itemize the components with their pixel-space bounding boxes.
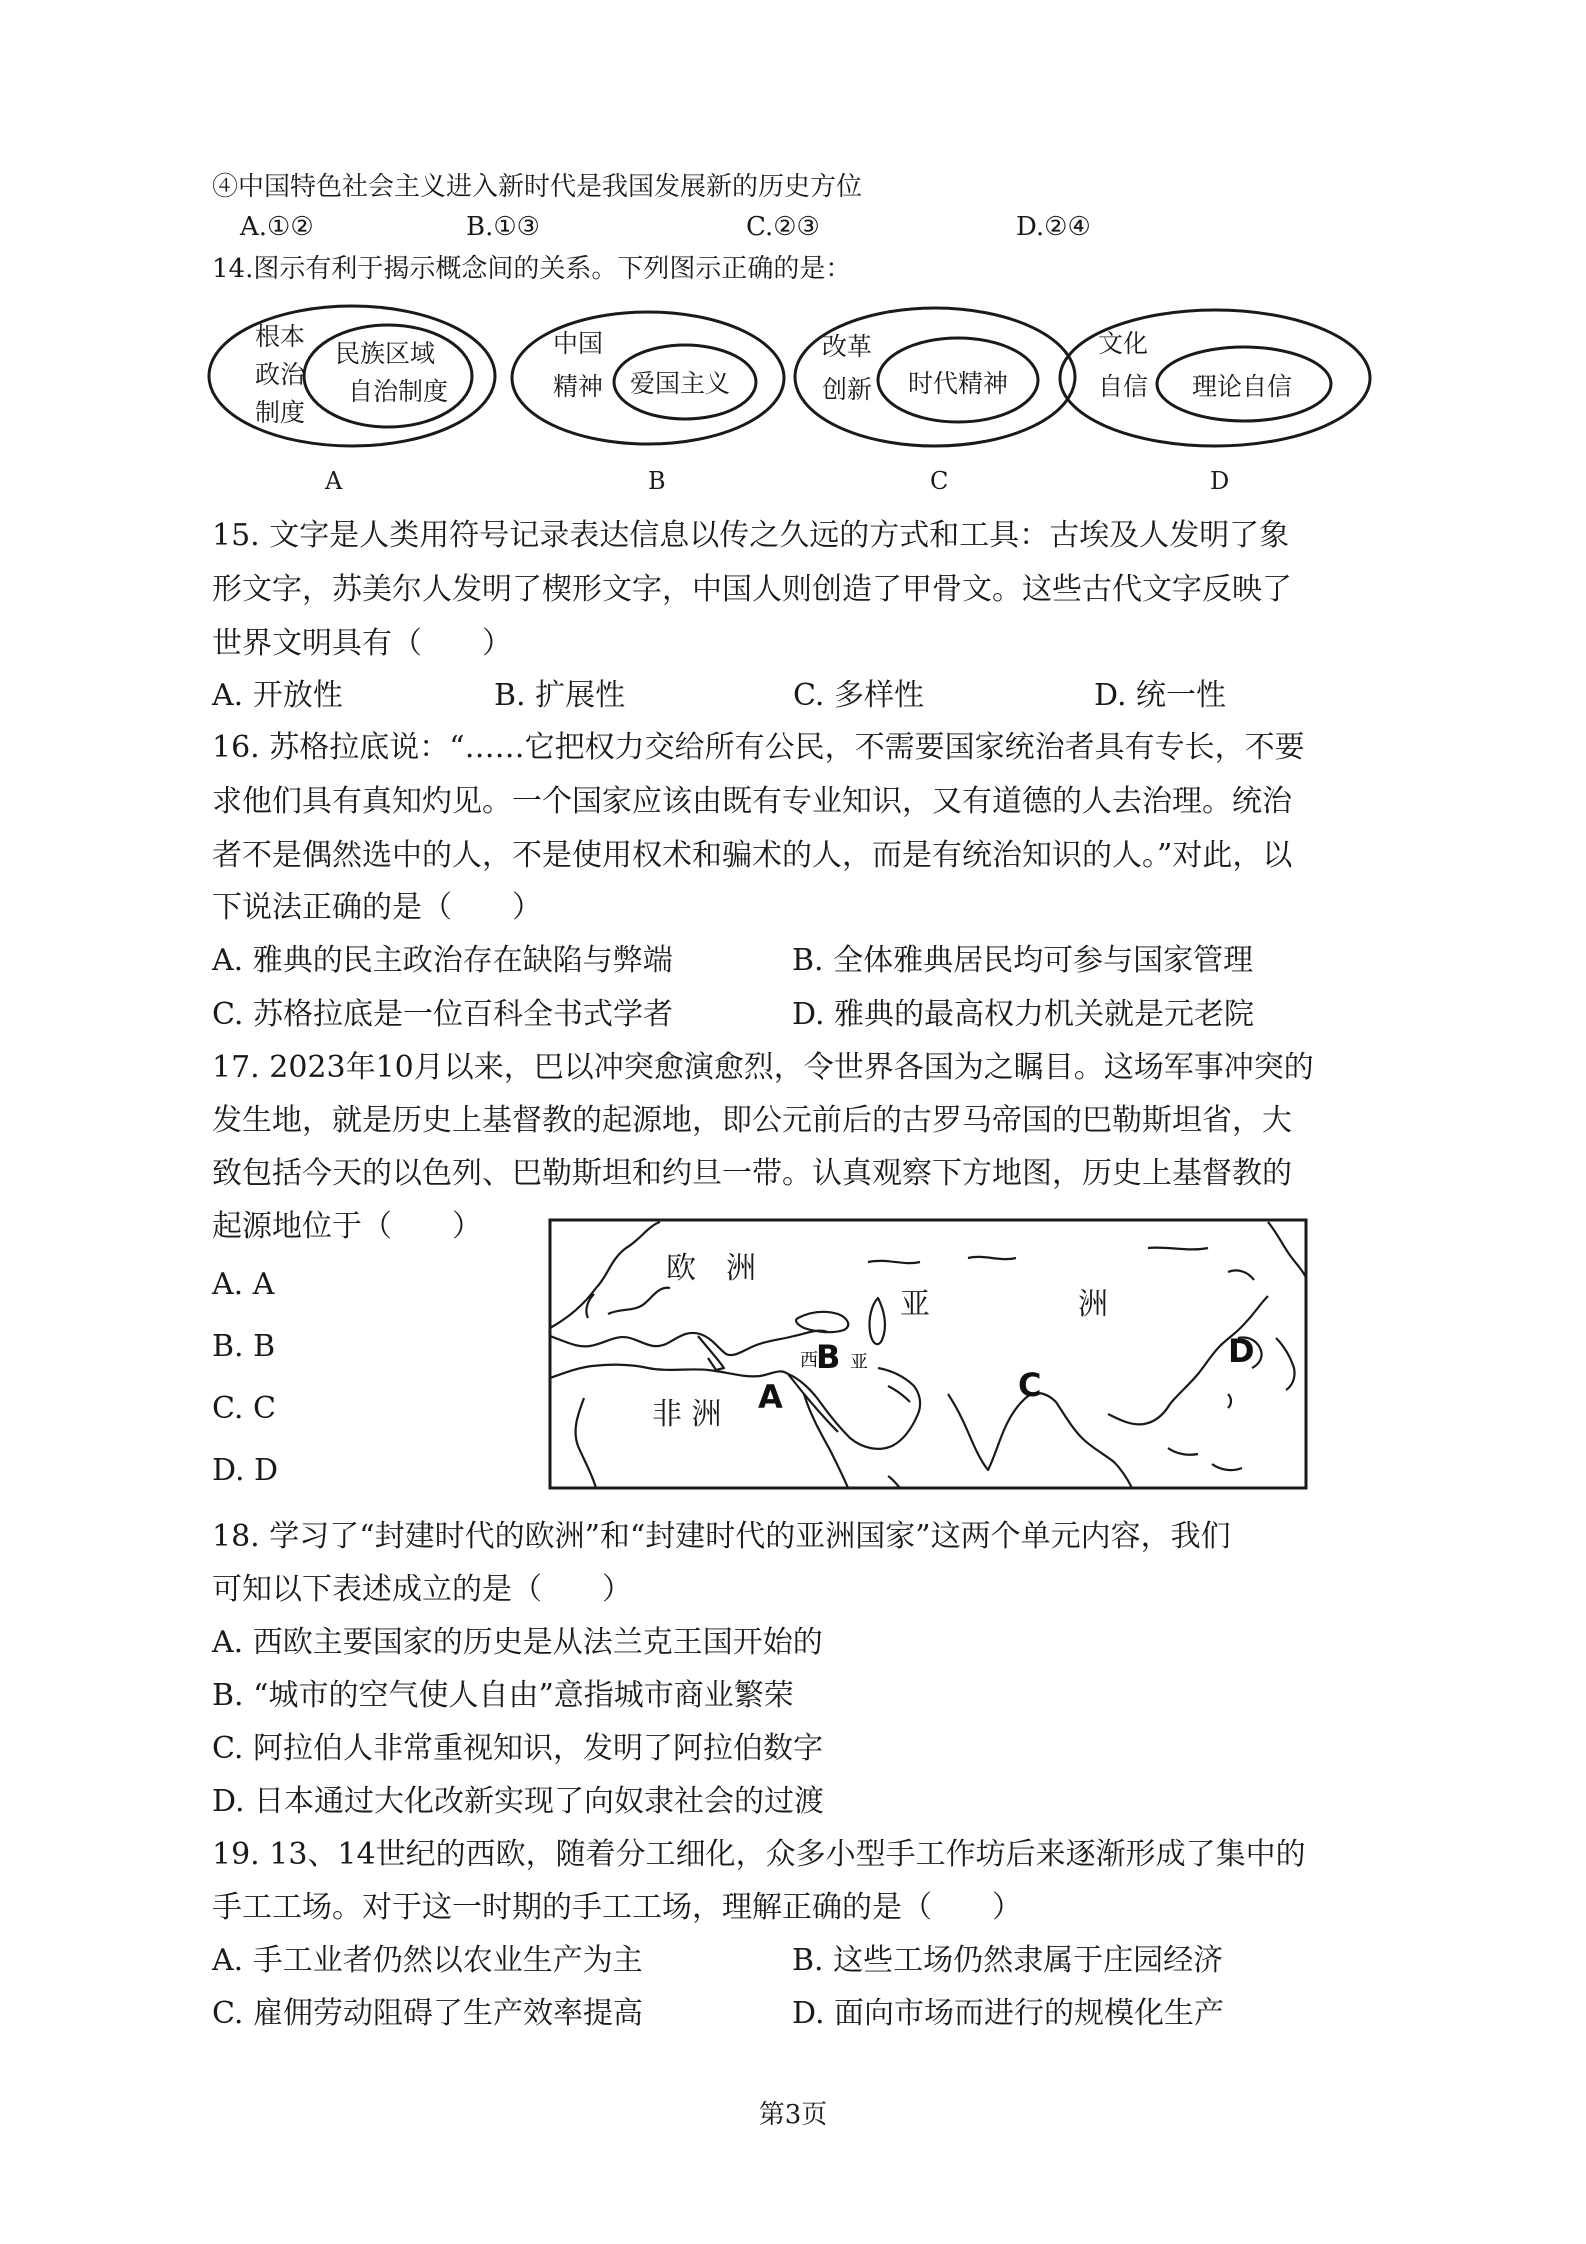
q18-line-1: 18. 学习了“封建时代的欧洲”和“封建时代的亚洲国家”这两个单元内容，我们 xyxy=(212,1519,1231,1554)
q16-line-2: 求他们具有真知灼见。一个国家应该由既有专业知识，又有道德的人去治理。统治 xyxy=(212,784,1292,819)
q19-option-a: A. 手工业者仍然以农业生产为主 xyxy=(212,1943,643,1978)
map-marker-a: A xyxy=(758,1378,783,1416)
q15-option-d: D. 统一性 xyxy=(1094,678,1227,713)
q18-line-2: 可知以下表述成立的是（ ） xyxy=(212,1572,632,1607)
q13-option-c: C.②③ xyxy=(746,212,820,242)
venn-b-outer-1: 中国 xyxy=(553,329,604,358)
venn-a-outer xyxy=(209,306,495,446)
q17-line-2: 发生地，就是历史上基督教的起源地，即公元前后的古罗马帝国的巴勒斯坦省，大 xyxy=(212,1103,1292,1138)
venn-c-outer-1: 改革 xyxy=(822,332,873,361)
q13-line4: ④中国特色社会主义进入新时代是我国发展新的历史方位 xyxy=(212,172,863,202)
q13-option-b: B.①③ xyxy=(466,212,540,242)
map-label-west-asia-2: 亚 xyxy=(850,1352,868,1373)
venn-a-label: A xyxy=(325,467,343,495)
q19-line-1: 19. 13、14世纪的西欧，随着分工细化，众多小型手工作坊后来逐渐形成了集中的 xyxy=(212,1837,1306,1872)
q19-option-d: D. 面向市场而进行的规模化生产 xyxy=(792,1996,1225,2031)
venn-b-label: B xyxy=(648,467,666,495)
q17-line-1: 17. 2023年10月以来，巴以冲突愈演愈烈，令世界各国为之瞩目。这场军事冲突的 xyxy=(212,1050,1314,1085)
q19-line-2: 手工工场。对于这一时期的手工工场，理解正确的是（ ） xyxy=(212,1890,1022,1925)
q18-option-a: A. 西欧主要国家的历史是从法兰克王国开始的 xyxy=(212,1625,823,1660)
q16-line-4: 下说法正确的是（ ） xyxy=(212,890,542,925)
venn-a-inner-2: 自治制度 xyxy=(348,377,449,406)
q14-stem: 14.图示有利于揭示概念间的关系。下列图示正确的是： xyxy=(212,254,852,284)
q17-option-b: B. B xyxy=(212,1329,276,1364)
q15-option-a: A. 开放性 xyxy=(212,678,343,713)
q15-line-1: 15. 文字是人类用符号记录表达信息以传之久远的方式和工具：古埃及人发明了象 xyxy=(212,518,1290,553)
q19-option-c: C. 雇佣劳动阻碍了生产效率提高 xyxy=(212,1996,643,2031)
q16-option-d: D. 雅典的最高权力机关就是元老院 xyxy=(792,997,1255,1032)
venn-d-outer-1: 文化 xyxy=(1098,329,1149,358)
map-marker-b: B xyxy=(816,1338,841,1376)
venn-a-outer-1: 根本 xyxy=(255,322,306,351)
page-number: 第3页 xyxy=(758,2100,828,2130)
q14-venn-diagrams xyxy=(205,300,1385,450)
venn-b-outer-2: 精神 xyxy=(553,372,604,401)
q17-line-3: 致包括今天的以色列、巴勒斯坦和约旦一带。认真观察下方地图，历史上基督教的 xyxy=(212,1156,1292,1191)
venn-a-outer-3: 制度 xyxy=(255,398,306,427)
q17-option-d: D. D xyxy=(212,1453,279,1488)
q15-line-2: 形文字，苏美尔人发明了楔形文字，中国人则创造了甲骨文。这些古代文字反映了 xyxy=(212,572,1292,607)
q15-option-b: B. 扩展性 xyxy=(494,678,626,713)
q18-option-d: D. 日本通过大化改新实现了向奴隶社会的过渡 xyxy=(212,1784,825,1819)
q15-option-c: C. 多样性 xyxy=(793,678,924,713)
map-label-asia-1: 亚 xyxy=(900,1287,930,1322)
q13-option-a: A.①② xyxy=(240,212,314,242)
q17-line-4: 起源地位于（ ） xyxy=(212,1209,482,1244)
q16-option-b: B. 全体雅典居民均可参与国家管理 xyxy=(792,943,1254,978)
venn-b-inner-1: 爱国主义 xyxy=(630,369,731,398)
venn-c-inner-1: 时代精神 xyxy=(908,369,1009,398)
venn-c-label: C xyxy=(930,467,949,495)
map-marker-d: D xyxy=(1228,1332,1255,1370)
venn-a-inner-1: 民族区域 xyxy=(335,339,436,368)
q15-line-3: 世界文明具有（ ） xyxy=(212,626,512,661)
map-frame xyxy=(550,1220,1306,1488)
venn-c-outer-2: 创新 xyxy=(822,375,873,404)
q16-line-3: 者不是偶然选中的人，不是使用权术和骗术的人，而是有统治知识的人。”对此，以 xyxy=(212,838,1293,873)
venn-d-outer-2: 自信 xyxy=(1098,372,1149,401)
q13-option-d: D.②④ xyxy=(1016,212,1091,242)
q16-option-a: A. 雅典的民主政治存在缺陷与弊端 xyxy=(212,943,673,978)
q16-option-c: C. 苏格拉底是一位百科全书式学者 xyxy=(212,997,673,1032)
q17-option-c: C. C xyxy=(212,1391,276,1426)
venn-a-outer-2: 政治 xyxy=(255,360,306,389)
q18-option-b: B. “城市的空气使人自由”意指城市商业繁荣 xyxy=(212,1678,794,1713)
map-label-asia-2: 洲 xyxy=(1078,1287,1108,1322)
q18-option-c: C. 阿拉伯人非常重视知识，发明了阿拉伯数字 xyxy=(212,1731,823,1766)
q19-option-b: B. 这些工场仍然隶属于庄园经济 xyxy=(792,1943,1224,1978)
venn-d-inner-1: 理论自信 xyxy=(1192,372,1293,401)
q17-world-map xyxy=(548,1218,1308,1490)
map-label-europe: 欧 洲 xyxy=(666,1251,756,1286)
map-marker-c: C xyxy=(1018,1366,1042,1404)
venn-d-label: D xyxy=(1210,467,1230,495)
q17-option-a: A. A xyxy=(212,1267,275,1302)
q16-line-1: 16. 苏格拉底说：“……它把权力交给所有公民，不需要国家统治者具有专长，不要 xyxy=(212,730,1305,765)
map-label-africa: 非 洲 xyxy=(652,1397,722,1432)
map-label-west-asia-1: 西 xyxy=(800,1350,818,1371)
